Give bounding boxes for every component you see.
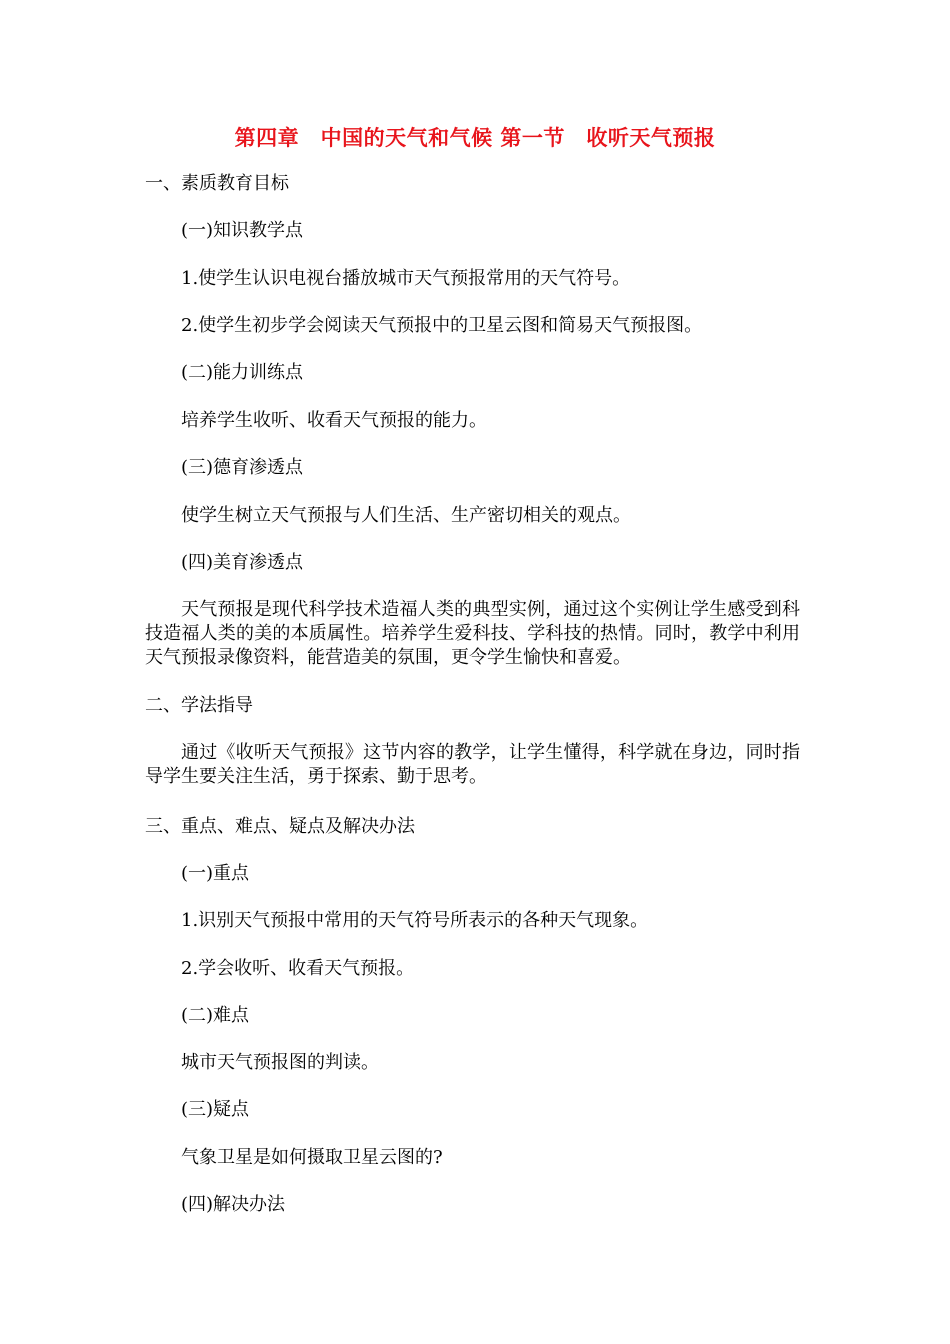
section-heading-method: 二、学法指导 xyxy=(145,695,253,716)
knowledge-point-2: 2.使学生初步学会阅读天气预报中的卫星云图和简易天气预报图。 xyxy=(181,315,703,336)
focus-point-2: 2.学会收听、收看天气预报。 xyxy=(181,958,415,979)
section-heading-keypoints: 三、重点、难点、疑点及解决办法 xyxy=(145,816,415,837)
difficulty-text: 城市天气预报图的判读。 xyxy=(181,1052,379,1073)
ability-text: 培养学生收听、收看天气预报的能力。 xyxy=(181,410,487,431)
method-paragraph: 通过《收听天气预报》这节内容的教学，让学生懂得，科学就在身边，同时指导学生要关注生活，勇于探索、勤于思考。 xyxy=(145,742,800,787)
subsection-heading-moral: (三)德育渗透点 xyxy=(181,457,304,478)
section-heading-goals: 一、素质教育目标 xyxy=(145,173,289,194)
document-title: 第四章 中国的天气和气候 第一节 收听天气预报 xyxy=(234,125,716,150)
focus-point-1: 1.识别天气预报中常用的天气符号所表示的各种天气现象。 xyxy=(181,910,649,931)
doubt-text: 气象卫星是如何摄取卫星云图的? xyxy=(181,1147,443,1168)
knowledge-point-1: 1.使学生认识电视台播放城市天气预报常用的天气符号。 xyxy=(181,268,631,289)
subsection-heading-aesthetic: (四)美育渗透点 xyxy=(181,552,304,573)
subsection-heading-knowledge: (一)知识教学点 xyxy=(181,220,304,241)
moral-text: 使学生树立天气预报与人们生活、生产密切相关的观点。 xyxy=(181,505,631,526)
subsection-heading-doubt: (三)疑点 xyxy=(181,1099,250,1120)
subsection-heading-difficulty: (二)难点 xyxy=(181,1005,250,1026)
subsection-heading-solution: (四)解决办法 xyxy=(181,1194,286,1215)
aesthetic-paragraph: 天气预报是现代科学技术造福人类的典型实例，通过这个实例让学生感受到科技造福人类的美的本质属性。培养学生爱科技、学科技的热情。同时，教学中利用天气预报录像资料，能营造美的氛围，更令学生愉快和喜爱。 xyxy=(145,599,800,668)
subsection-heading-ability: (二)能力训练点 xyxy=(181,362,304,383)
subsection-heading-focus: (一)重点 xyxy=(181,863,250,884)
